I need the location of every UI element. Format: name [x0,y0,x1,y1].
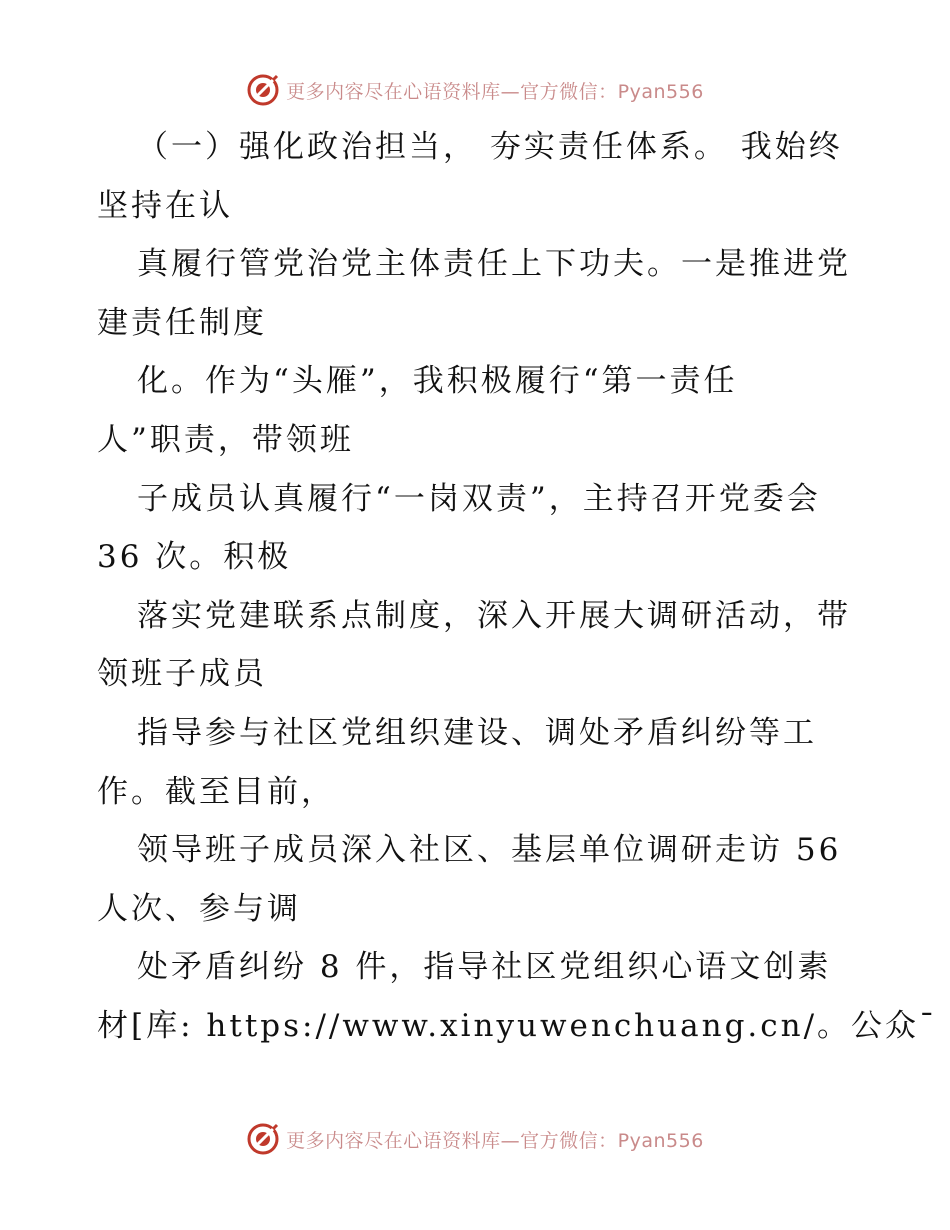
text-line: （一）强化政治担当， 夯实责任体系。 我始终 [137,129,843,165]
text-line: 子成员认真履行“一岗双责”，主持召开党委会 [137,480,821,517]
text-line: 真履行管党治党主体责任上下功夫。一是推进党 [137,246,851,283]
text-line: 领班子成员 [97,656,267,693]
text-line: 材[库: https://www.xinyuwenchuang.cn/。公众¯ [97,1007,938,1044]
text-line: 人”职责，带领班 [97,421,354,458]
brand-logo-icon [246,1122,280,1156]
document-body [97,118,938,1056]
text-line: 人次、参与调 [97,890,301,927]
footer-banner [0,1119,950,1159]
text-line: 坚持在认 [97,187,233,224]
footer-banner-text: 更多内容尽在心语资料库—官方微信：Pyan556 [286,1129,704,1152]
text-line: 落实党建联系点制度，深入开展大调研活动，带 [137,597,851,634]
text-line: 36 次。积极 [97,539,292,576]
text-line: 化。作为“头雁”，我积极履行“第一责任 [137,363,738,400]
text-line: 指导参与社区党组织建设、调处矛盾纠纷等工 [137,714,817,751]
text-line: 作。截至目前， [97,773,335,810]
header-banner [0,70,950,110]
text-line: 建责任制度 [97,304,267,341]
text-line: 领导班子成员深入社区、基层单位调研走访 56 [137,832,842,869]
text-line: 处矛盾纠纷 8 件，指导社区党组织心语文创素 [137,949,832,986]
brand-logo-icon [246,73,280,107]
header-banner-text: 更多内容尽在心语资料库—官方微信：Pyan556 [286,80,704,103]
